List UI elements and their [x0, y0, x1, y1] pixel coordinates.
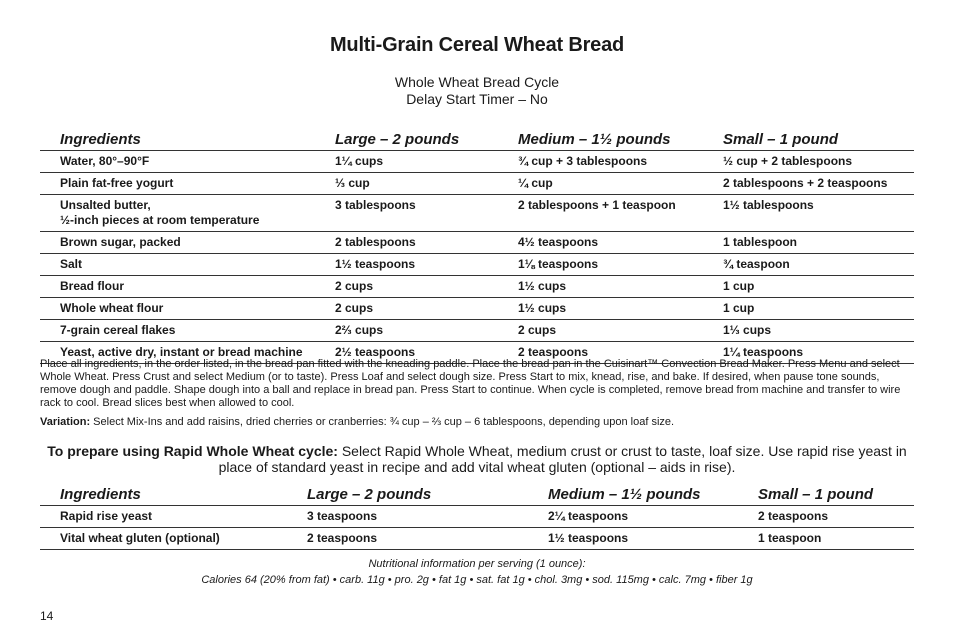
amount-small: ½ cup + 2 tablespoons	[723, 151, 914, 173]
rapid-table-header	[40, 483, 914, 506]
variation-note	[40, 416, 914, 429]
amount-large: 3 teaspoons	[307, 506, 548, 528]
amount-medium: 4½ teaspoons	[518, 232, 723, 254]
table-row	[40, 232, 914, 254]
ingredient-name: Plain fat-free yogurt	[40, 173, 335, 195]
nutrition-heading: Nutritional information per serving (1 ounce):	[368, 558, 586, 570]
ingredient-name	[40, 195, 335, 232]
nutrition-info	[0, 556, 954, 588]
header-large: Large – 2 pounds	[335, 128, 518, 151]
amount-large: 1¼ cups	[335, 151, 518, 173]
header-small: Small – 1 pound	[723, 128, 914, 151]
amount-medium: 2 teaspoons	[518, 342, 723, 364]
delay-timer-info: Delay Start Timer – No	[406, 91, 548, 107]
amount-small: 1⅓ cups	[723, 320, 914, 342]
amount-small: 2 tablespoons + 2 teaspoons	[723, 173, 914, 195]
amount-small: 1 tablespoon	[723, 232, 914, 254]
table-row	[40, 506, 914, 528]
amount-small: 2 teaspoons	[758, 506, 914, 528]
amount-large: 2 tablespoons	[335, 232, 518, 254]
page-number: 14	[40, 609, 54, 623]
cycle-name: Whole Wheat Bread Cycle	[394, 74, 560, 90]
amount-small: 1½ tablespoons	[723, 195, 914, 232]
header-ingredients: Ingredients	[40, 128, 335, 151]
nutrition-values: Calories 64 (20% from fat) • carb. 11g • pro. 2g • fat 1g • sat. fat 1g • chol. 3mg • sod. 115mg • calc. 7mg • fiber 1g	[201, 574, 753, 586]
amount-large: 3 tablespoons	[335, 195, 518, 232]
amount-large: 2½ teaspoons	[335, 342, 518, 364]
amount-large: 2⅔ cups	[335, 320, 518, 342]
table-row	[40, 254, 914, 276]
ingredient-name: Water, 80°–90°F	[40, 151, 335, 173]
amount-large: 2 teaspoons	[307, 528, 548, 550]
rapid-ingredients-table	[40, 483, 914, 550]
instructions-paragraph: Place all ingredients, in the order listed, in the bread pan fitted with the kneading paddle. Place the bread pan in the Cuisinart™ Convection Bread Maker. Press Menu and select Whole Wheat. Press Crust and select Medium (or to taste). Press Loaf and select dough size. Press Start to mix, knead, rise, and bake. If desired, when pause tone sounds, remove dough and paddle. Shape dough into a ball and replace in bread pan. Press Start to continue. When cycle is completed, remove bread from machine and transfer to wire rack to cool. Bread slices best when allowed to cool.	[40, 358, 901, 409]
ingredient-name-line1: Unsalted butter,	[60, 198, 151, 212]
variation-label: Variation:	[40, 416, 91, 428]
ingredient-name: Brown sugar, packed	[40, 232, 335, 254]
ingredient-name: Rapid rise yeast	[40, 506, 307, 528]
amount-medium: 2¼ teaspoons	[548, 506, 758, 528]
header-medium: Medium – 1½ pounds	[518, 128, 723, 151]
amount-medium: 1½ teaspoons	[548, 528, 758, 550]
ingredient-name: Bread flour	[40, 276, 335, 298]
amount-small: 1¼ teaspoons	[723, 342, 914, 364]
table-row	[40, 298, 914, 320]
variation-text: Select Mix-Ins and add raisins, dried cherries or cranberries: ¾ cup – ⅔ cup – 6 tablespoons, depending upon loaf size.	[90, 416, 675, 428]
ingredient-name: Whole wheat flour	[40, 298, 335, 320]
ingredient-name: Salt	[40, 254, 335, 276]
amount-small: ¾ teaspoon	[723, 254, 914, 276]
table-row	[40, 320, 914, 342]
ingredient-name: 7-grain cereal flakes	[40, 320, 335, 342]
amount-small: 1 cup	[723, 276, 914, 298]
amount-medium: 2 cups	[518, 320, 723, 342]
amount-medium: 2 tablespoons + 1 teaspoon	[518, 195, 723, 232]
table-row	[40, 276, 914, 298]
amount-medium: ¼ cup	[518, 173, 723, 195]
amount-large: 1½ teaspoons	[335, 254, 518, 276]
ingredient-name: Yeast, active dry, instant or bread machine	[40, 342, 335, 364]
table-row	[40, 528, 914, 550]
rapid-cycle-label: To prepare using Rapid Whole Wheat cycle:	[47, 443, 338, 459]
amount-small: 1 cup	[723, 298, 914, 320]
rapid-cycle-note	[40, 443, 914, 475]
amount-small: 1 teaspoon	[758, 528, 914, 550]
header-medium: Medium – 1½ pounds	[548, 483, 758, 506]
cycle-info	[0, 74, 954, 108]
ingredients-table	[40, 128, 914, 364]
amount-medium: 1½ cups	[518, 298, 723, 320]
rapid-cycle-text: Select Rapid Whole Wheat, medium crust or crust to taste, loaf size. Use rapid rise yeast in place of standard yeast in recipe and add vital wheat gluten (optional – aids in rise).	[218, 443, 907, 475]
table-row	[40, 151, 914, 173]
amount-medium: 1⅛ teaspoons	[518, 254, 723, 276]
header-ingredients: Ingredients	[40, 483, 307, 506]
header-large: Large – 2 pounds	[307, 483, 548, 506]
table-row	[40, 173, 914, 195]
ingredient-name: Vital wheat gluten (optional)	[40, 528, 307, 550]
header-small: Small – 1 pound	[758, 483, 914, 506]
amount-large: 2 cups	[335, 276, 518, 298]
amount-large: 2 cups	[335, 298, 518, 320]
recipe-title: Multi-Grain Cereal Wheat Bread	[329, 34, 625, 56]
ingredients-table-header	[40, 128, 914, 151]
amount-medium: 1½ cups	[518, 276, 723, 298]
amount-large: ⅓ cup	[335, 173, 518, 195]
table-row	[40, 195, 914, 232]
ingredient-name-line2: ½-inch pieces at room temperature	[60, 213, 260, 227]
amount-medium: ¾ cup + 3 tablespoons	[518, 151, 723, 173]
